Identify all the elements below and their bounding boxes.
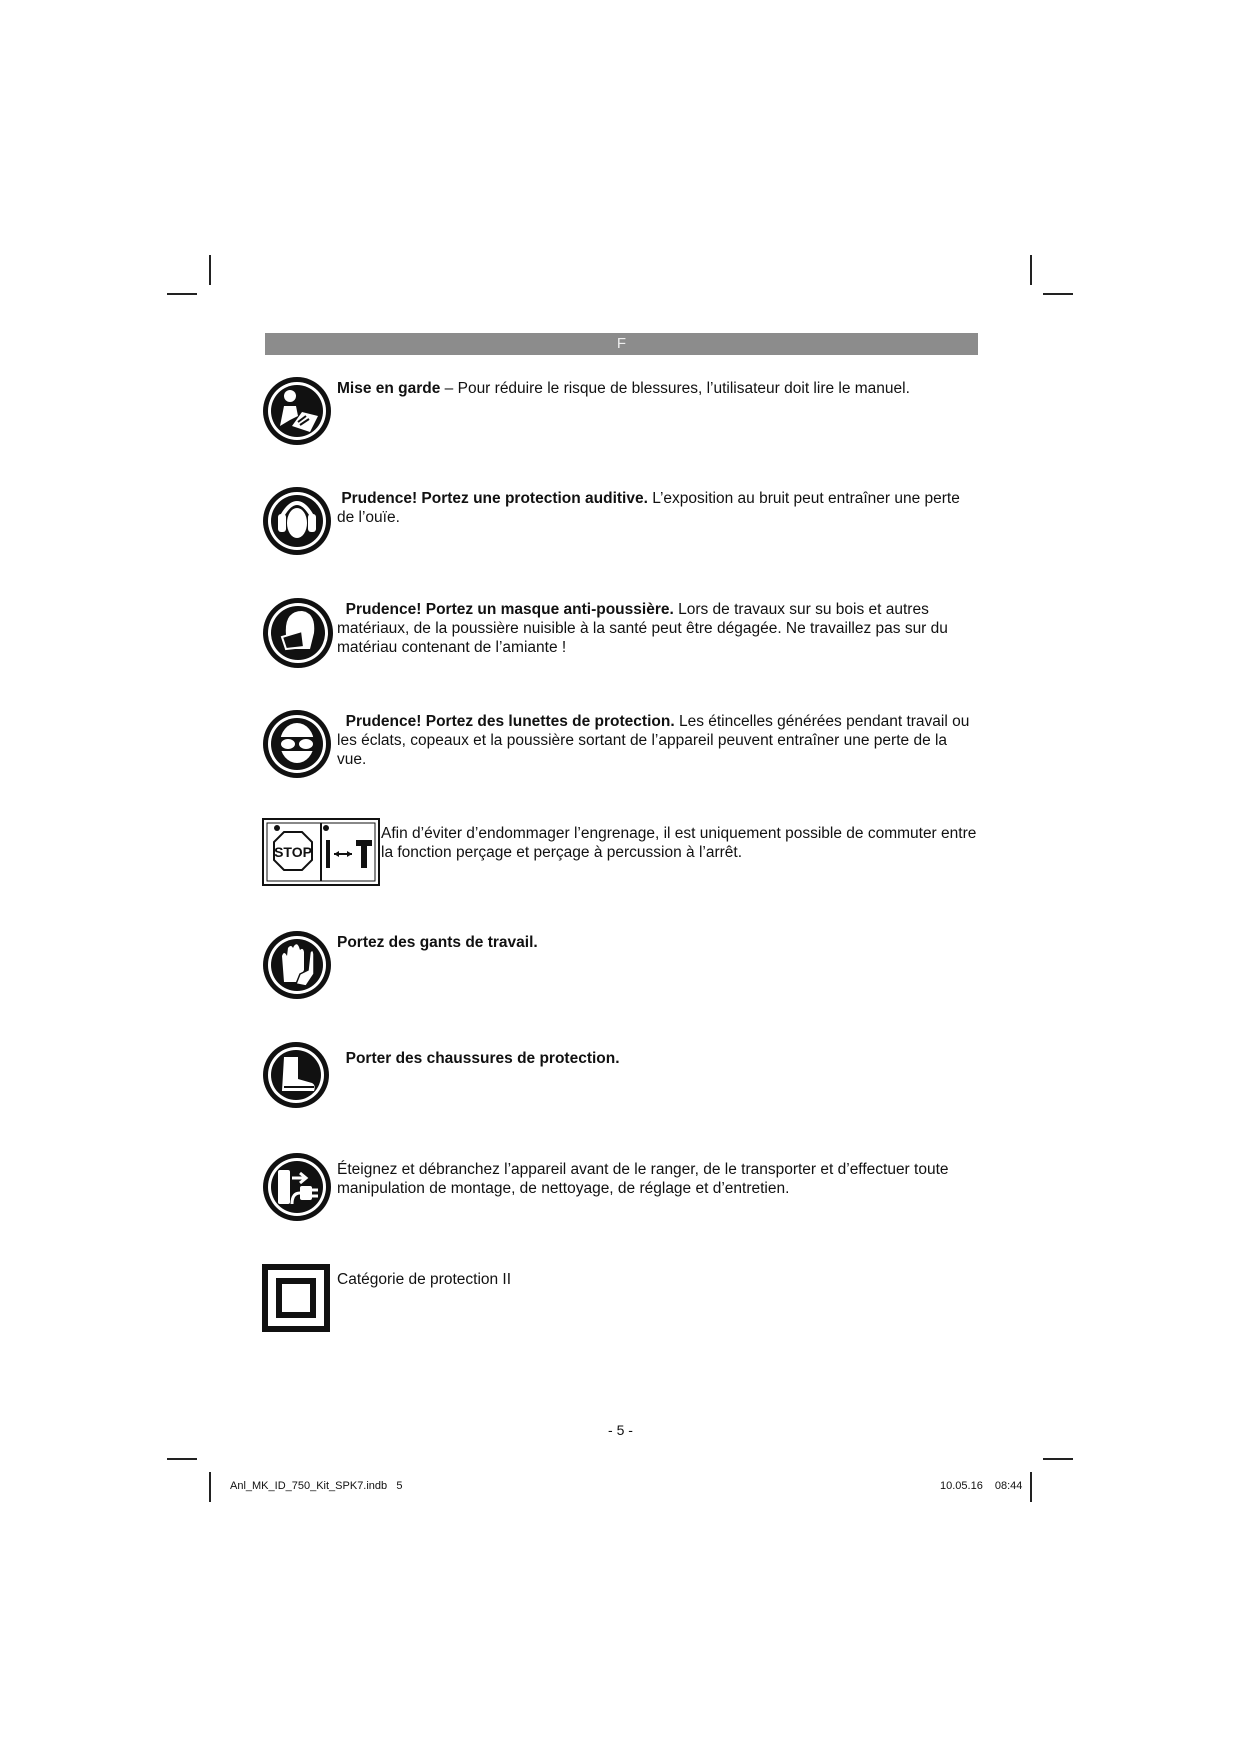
protection-class-2-icon [262,1264,330,1332]
crop-mark [1030,255,1032,285]
safety-boots-icon [262,1041,330,1109]
crop-mark [1043,293,1073,295]
warning-text: Prudence! Portez une protection auditive. L’exposition au bruit peut entraîner une perte de l’ouïe. [337,490,960,526]
page-number: - 5 - [608,1422,633,1438]
footer-date: 10.05.16 [940,1480,983,1492]
read-manual-icon [262,376,332,446]
crop-mark [209,1472,211,1502]
warning-text: Éteignez et débranchez l’appareil avant de le ranger, de le transporter et d’effectuer toute manipulation de montage, de nettoyage, de réglage et d’entretien. [337,1161,949,1197]
svg-text:STOP: STOP [274,844,312,860]
warning-text: Catégorie de protection II [337,1271,512,1288]
warning-text: Prudence! Portez des lunettes de protection. Les étincelles générées pendant travail ou les éclats, copeaux et la poussière sortant de l’appareil peuvent entraîner une perte de la vue. [337,713,970,768]
ear-protection-icon [262,486,332,556]
warning-text: Mise en garde – Pour réduire le risque de blessures, l’utilisateur doit lire le manuel. [337,380,910,397]
footer-time: 08:44 [994,1480,1023,1492]
crop-mark [167,1458,197,1460]
footer-filename: Anl_MK_ID_750_Kit_SPK7.indb 5 [230,1480,403,1492]
warning-text: Porter des chaussures de protection. [345,1050,620,1067]
language-header: F [265,333,978,355]
unplug-icon [262,1152,332,1222]
crop-mark [209,255,211,285]
crop-mark [167,293,197,295]
safety-glasses-icon [262,709,332,779]
warning-text: Portez des gants de travail. [337,934,538,951]
warning-text: Afin d’éviter d’endommager l’engrenage, il est uniquement possible de commuter entre la fonction perçage et perçage à percussion à l’arrêt. [381,825,977,861]
crop-mark [1030,1472,1032,1502]
footer-timestamp [940,1480,1022,1492]
gloves-icon [262,930,332,1000]
dust-mask-icon [262,597,334,669]
stop-switch-icon [262,818,380,886]
crop-mark [1043,1458,1073,1460]
warning-text: Prudence! Portez un masque anti-poussière. Lors de travaux sur su bois et autres matériaux, de la poussière nuisible à la santé peut être dégagée. Ne travaillez pas sur du matériau contenant de l’amiante ! [337,601,948,656]
